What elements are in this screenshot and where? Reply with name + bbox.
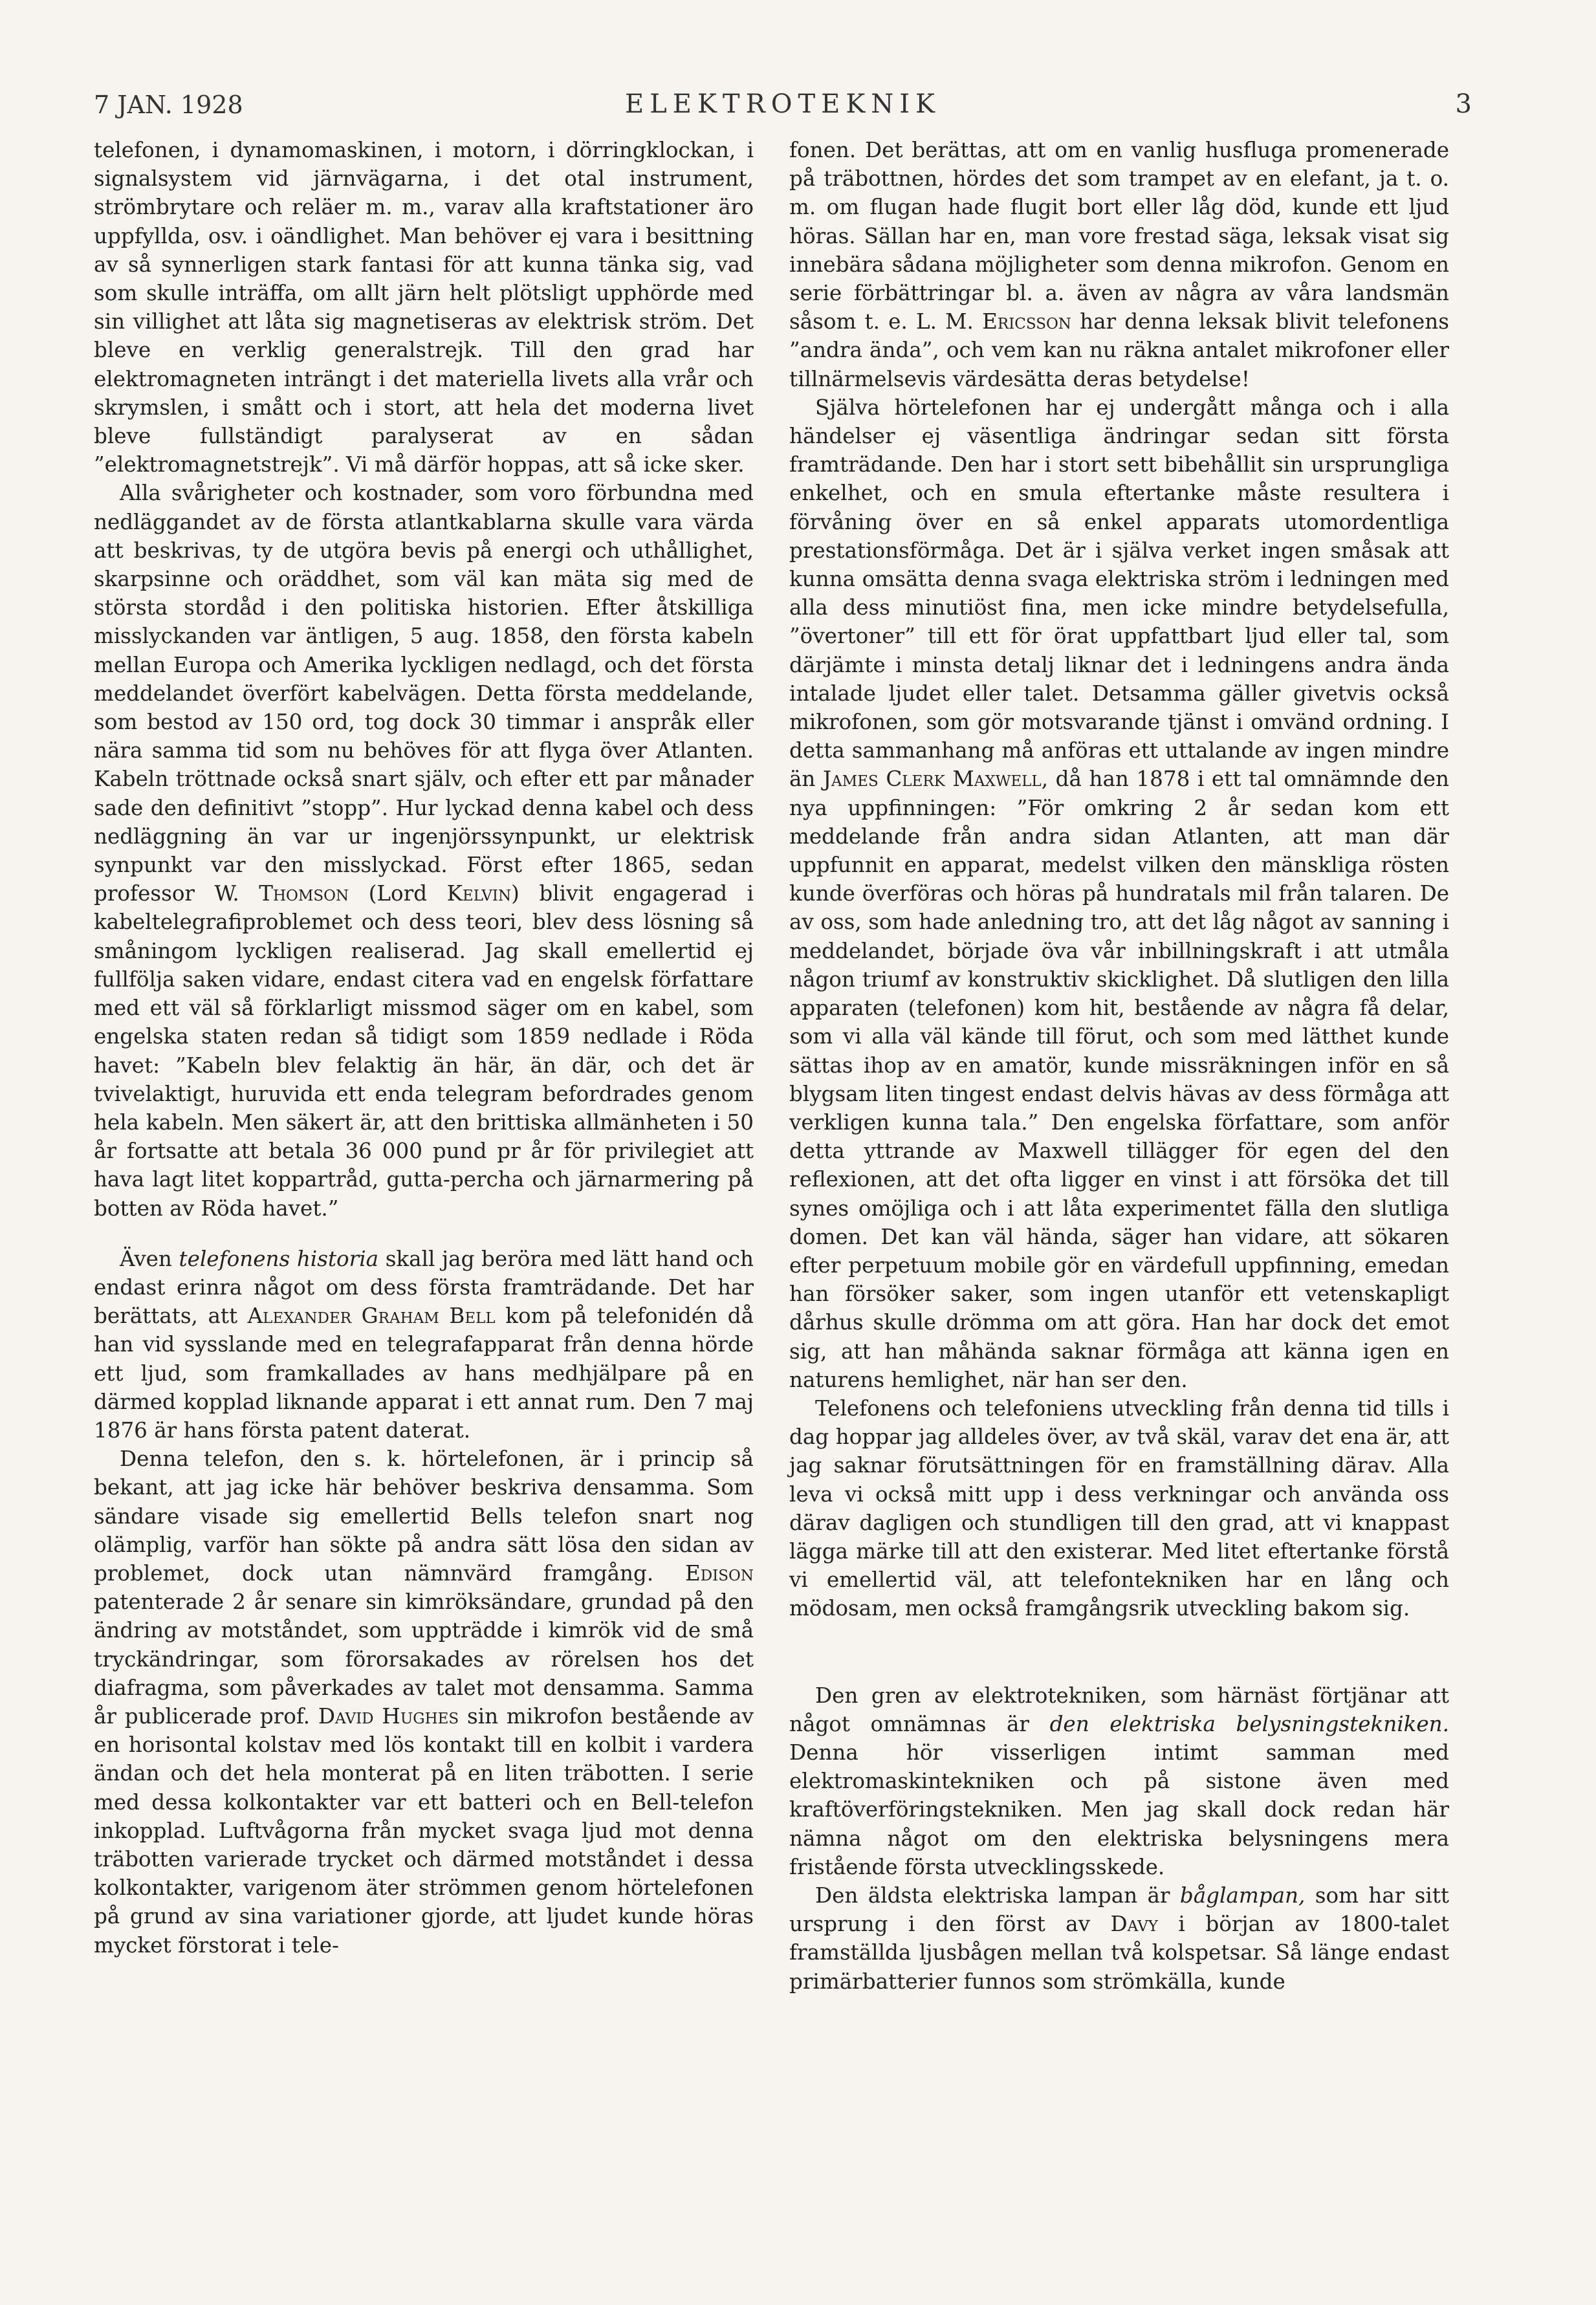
journal-title: ELEKTROTEKNIK (625, 89, 941, 119)
person-name: Thomson (259, 881, 349, 906)
person-name: Alexander Graham Bell (247, 1304, 496, 1329)
paragraph-text: fonen. Det berättas, att om en vanlig husfluga promenerade på träbottnen, hördes det som trampet av en elefant, ja t. o. m. om flugan hade flugit bort eller låg död, kunde ett ljud höras. Sällan har en, man vore frestad säga, leksak visat sig innebära sådana möjligheter som denna mikrofon. Genom en serie förbättringar bl. a. även av några av våra landsmän såsom t. e. L. M. (789, 138, 1449, 334)
emphasized-term: båglampan, (1179, 1883, 1306, 1908)
right-column (789, 136, 1449, 1996)
paragraph-text: telefonen, i dynamomaskinen, i motorn, i dörringklockan, i signalsystem vid järnvägarna, i det otal instrument, strömbrytare och reläer m. m., varav alla kraftstationer äro uppfyllda, osv. i oändlighet. Man behöver ej vara i besittning av så synnerligen stark fantasi för att kunna tänka sig, vad som skulle inträffa, om allt järn helt plötsligt upphörde med sin villighet att låta sig magnetiseras av elektrisk ström. Det bleve en verklig generalstrejk. Till den grad har elektromagneten inträngt i det materiella livets alla vrår och skrymslen, i smått och i stort, att hela det moderna livet bleve fullständigt paralyserat av en sådan ”elektromagnetstrejk”. Vi må därför hoppas, att så icke sker. (94, 138, 754, 477)
paragraph-text: skall jag beröra med lätt hand och endast erinra något om dess första framträdande. Det har berättats, att (94, 1246, 754, 1329)
paragraph-text: Även (120, 1246, 179, 1271)
person-name: David Hughes (318, 1703, 459, 1729)
paragraph (94, 1245, 754, 1445)
paragraph-text: har denna leksak blivit telefonens ”andra ända”, och vem kan nu räkna antalet mikrofoner eller tillnärmelsevis värdesätta deras betydelse! (789, 309, 1449, 391)
paragraph-text: som har sitt ursprung i den först av (789, 1883, 1450, 1937)
paragraph-text: Denna telefon, den s. k. hörtelefonen, är i princip så bekant, att jag icke här behöver beskriva densamma. Som sändare visade sig emellertid Bells telefon snart nog olämplig, varför han sökte på andra sätt lösa den sidan av problemet, dock utan nämnvärd framgång. (94, 1447, 754, 1586)
paragraph (789, 136, 1449, 393)
paragraph-text: Alla svårigheter och kostnader, som voro förbundna med nedläggandet av de första atlantkablarna skulle vara värda att beskrivas, ty de utgöra bevis på energi och uthållighet, skarpsinne och oräddhet, som väl kan mäta sig med de största stordåd i den politiska historien. Efter åtskilliga misslyckanden var äntligen, 5 aug. 1858, den första kabeln mellan Europa och Amerika lyckligen nedlagd, och det första meddelandet överfört kabelvägen. Detta första meddelande, som bestod av 150 ord, tog dock 30 timmar i anspråk eller nära samma tid som nu behöves för att flyga över Atlanten. Kabeln tröttnade också snart själv, och efter ett par månader sade den definitivt ”stopp”. Hur lyckad denna kabel och dess nedläggning än var ur ingenjörssynpunkt, ur elektrisk synpunkt var den misslyckad. Först efter 1865, sedan professor W. (94, 481, 754, 906)
paragraph-text: sin mikrofon bestående av en horisontal kolstav med lös kontakt till en kolbit i vardera ändan och det hela monterat på en liten träbotten. I serie med dessa kolkontakter var ett batteri och en Bell-telefon inkopplad. Luftvågorna från mycket svaga ljud mot denna träbotten varierade trycket och därmed motståndet i dessa kolkontakter, varigenom äter strömmen genom hörtelefonen på grund av sina variationer gjorde, att ljudet kunde höras mycket förstorat i tele- (94, 1703, 754, 1958)
page-header (94, 84, 1472, 123)
paragraph-text: i början av 1800-talet framställda ljusbågen mellan två kolspetsar. Så länge endast primärbatterier funnos som strömkälla, kunde (789, 1912, 1449, 1994)
left-column (94, 136, 754, 1960)
person-name: Kelvin (446, 881, 512, 906)
emphasized-term: den elektriska belysningstekniken. (1049, 1711, 1449, 1736)
paragraph (94, 136, 754, 479)
paragraph (94, 479, 754, 1222)
paragraph-text: Telefonens och telefoniens utveckling från denna tid tills i dag hoppar jag alldeles över, av två skäl, varav det ena är, att jag saknar förutsättningen för en framställning därav. Alla leva vi också mitt upp i dess verkningar och använda oss därav dagligen och stundligen till den grad, att vi knappast lägga märke till att den existerar. Med litet eftertanke förstå vi emellertid väl, att telefontekniken har en lång och mödosam, men också framgångsrik utveckling bakom sig. (789, 1395, 1449, 1621)
emphasized-term: telefonens historia (179, 1246, 379, 1271)
paragraph-text: Denna hör visserligen intimt samman med elektromaskintekniken och på sistone även med kraftöverföringstekniken. Men jag skall dock redan här nämna något om den elektriska belysningens mera fristående första utvecklingsskede. (789, 1740, 1449, 1879)
paragraph (789, 1394, 1449, 1623)
paragraph-text: patenterade 2 år senare sin kimröksändare, grundad på den ändring av motståndet, som uppträdde i kimrök vid de små tryckändringar, som förorsakades av rörelsen hos det diafragma, som påverkades av talet mot densamma. Samma år publicerade prof. (94, 1589, 754, 1729)
paragraph-text: Själva hörtelefonen har ej undergått många och i alla händelser ej väsentliga ändringar sedan sitt första framträdande. Den har i stort sett bibehållit sin ursprungliga enkelhet, och en smula eftertanke måste resultera i förvåning över en så enkel apparats utomordentliga prestationsförmåga. Det är i själva verket ingen småsak att kunna omsätta denna svaga elektriska ström i ledningen med alla dess minutiöst fina, men icke mindre betydelsefulla, ”övertoner” till ett för örat uppfattbart ljud eller tal, som därjämte i minsta detalj liknar det i ledningens andra ända intalade ljudet eller talet. Detsamma gäller givetvis också mikrofonen, som gör motsvarande tjänst i omvänd ordning. I detta sammanhang må anföras ett uttalande av ingen mindre än (789, 395, 1449, 792)
paragraph-text: Den gren av elektrotekniken, som härnäst förtjänar att något omnämnas är (789, 1683, 1449, 1736)
person-name: Davy (1110, 1912, 1158, 1937)
issue-date: 7 JAN. 1928 (94, 91, 243, 119)
paragraph (94, 1445, 754, 1960)
paragraph (789, 1681, 1449, 1881)
person-name: Edison (684, 1560, 754, 1586)
person-name: Ericsson (982, 309, 1071, 334)
paragraph-text: , då han 1878 i ett tal omnämnde den nya uppfinningen: ”För omkring 2 år sedan kom ett meddelande från andra sidan Atlanten, att man där uppfunnit en apparat, medelst vilken den mänskliga rösten kunde överföras och höras på hundratals mil från talaren. De av oss, som hade anledning tro, att det låg något av sanning i meddelandet, började öva vår inbillningskraft i att utmåla någon triumf av konstruktiv skicklighet. Då slutligen den lilla apparaten (telefonen) kom hit, bestående av några få delar, som vi alla väl kände till förut, och som med lätthet kunde sättas ihop av en amatör, kunde missräkningen inför en så blygsam liten tingest endast delvis hävas av dess förmåga att verkligen kunna tala.” Den engelska författare, som anför detta yttrande av Maxwell tillägger för egen del den reflexionen, att det ofta ligger en vinst i att försöka det till synes omöjliga och i att låta experimentet fälla den slutliga domen. Det kan väl hända, säger han vidare, att sökaren efter perpetuum mobile gör en värdefull uppfinning, emedan han försöker saker, som ingen utanför ett vetenskapligt dårhus skulle drömma om att göra. Han har dock det emot sig, att han måhända saknar förmåga att känna igen en naturens hemlighet, när han ser den. (789, 767, 1450, 1392)
paragraph-text: (Lord (349, 881, 447, 906)
page-number: 3 (1455, 89, 1472, 119)
paragraph-text: Den äldsta elektriska lampan är (815, 1883, 1180, 1908)
paragraph (789, 1881, 1449, 1996)
paragraph (789, 393, 1449, 1394)
paragraph-text: kom på telefonidén då han vid sysslande med en telegrafapparat från denna hörde ett ljud, som framkallades av hans medhjälpare på en därmed kopplad liknande apparat i ett annat rum. Den 7 maj 1876 är hans första patent daterat. (94, 1304, 754, 1443)
paragraph-text: ) blivit engagerad i kabeltelegrafiproblemet och dess teori, blev dess lösning så småningom lyckligen realiserad. Jag skall emellertid ej fullfölja saken vidare, endast citera vad en engelsk författare med ett väl så förklarligt missmod säger om en kabel, som engelska staten redan så tidigt som 1859 nedlade i Röda havet: ”Kabeln blev felaktig än här, än där, och det är tvivelaktigt, huruvida ett enda telegram befordrades genom hela kabeln. Men säkert är, att den brittiska allmänheten i 50 år fortsatte att betala 36 000 pund pr år för privilegiet att hava lagt litet koppartråd, gutta-percha och järnarmering på botten av Röda havet.” (94, 881, 754, 1221)
person-name: James Clerk Maxwell (822, 767, 1042, 792)
